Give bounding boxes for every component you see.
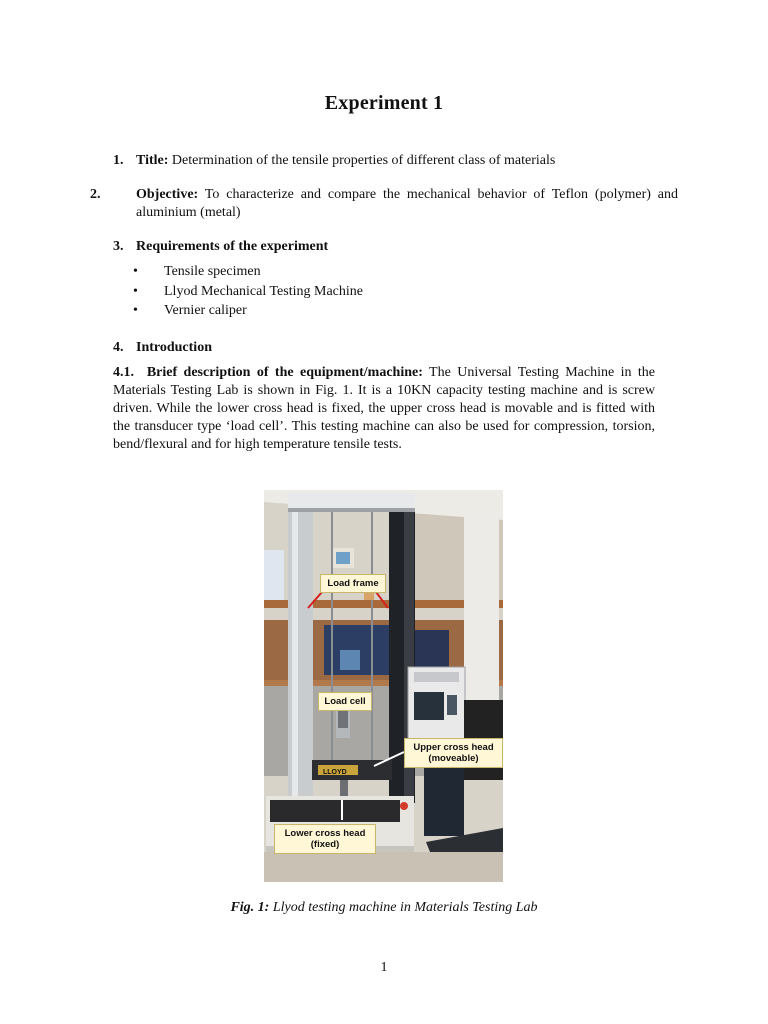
section-label: Title: bbox=[136, 153, 169, 168]
callout-upper-cross-head bbox=[404, 738, 503, 768]
section-label: Requirements of the experiment bbox=[136, 239, 329, 254]
list-item-text: Vernier caliper bbox=[164, 303, 247, 318]
list-item-text: Llyod Mechanical Testing Machine bbox=[164, 283, 363, 299]
list-item bbox=[113, 301, 363, 321]
callout-text: Load cell bbox=[324, 696, 366, 707]
figure-photo bbox=[264, 490, 503, 882]
section-number: 1. bbox=[113, 153, 124, 168]
section-objective bbox=[90, 186, 678, 222]
bullet: • bbox=[133, 283, 138, 299]
section-label: Introduction bbox=[136, 340, 212, 355]
section-introduction-heading bbox=[113, 339, 655, 357]
callout-load-frame bbox=[320, 574, 386, 593]
bullet: • bbox=[133, 303, 138, 318]
page-title: Experiment 1 bbox=[324, 92, 444, 114]
section-requirements-heading bbox=[113, 238, 655, 256]
callout-text: (moveable) bbox=[428, 753, 479, 764]
callout-text: Upper cross head bbox=[413, 742, 494, 753]
requirements-list bbox=[113, 262, 363, 321]
callout-text: (fixed) bbox=[310, 839, 340, 850]
section-number: 2. bbox=[90, 187, 101, 202]
callout-text: Load frame bbox=[327, 578, 379, 589]
section-text: Determination of the tensile properties of different class of materials bbox=[171, 153, 556, 168]
list-item bbox=[113, 262, 363, 282]
section-text: To characterize and compare the mechanical behavior of Teflon (polymer) and aluminium (metal) bbox=[136, 187, 678, 220]
section-number: 4.1. bbox=[113, 365, 134, 380]
brand-plate-text: LLOYD bbox=[323, 769, 347, 776]
callout-lower-cross-head bbox=[274, 824, 376, 854]
section-number: 3. bbox=[113, 239, 124, 254]
section-title bbox=[113, 152, 655, 170]
caption-label: Fig. 1: bbox=[230, 900, 270, 915]
callout-text: Lower cross head bbox=[284, 828, 366, 839]
list-item bbox=[113, 282, 363, 302]
caption-text: Llyod testing machine in Materials Testing Lab bbox=[272, 900, 538, 915]
section-label: Objective: bbox=[136, 187, 199, 202]
callout-load-cell bbox=[318, 692, 372, 711]
section-text: The Universal Testing Machine in the Materials Testing Lab is shown in Fig. 1. It is a 10KN capacity testing machine and is screw driven. While the lower cross head is fixed, the upper cross head is movable and is fitted with the transducer type ‘load cell’. This testing machine can also be used for compression, torsion, bend/flexural and for high temperature tensile tests. bbox=[113, 365, 656, 452]
bullet: • bbox=[133, 264, 138, 279]
list-item-text: Tensile specimen bbox=[164, 264, 261, 279]
section-equipment-description bbox=[113, 364, 655, 454]
section-label: Brief description of the equipment/machine: bbox=[146, 365, 423, 380]
page-number: 1 bbox=[380, 960, 388, 975]
section-number: 4. bbox=[113, 340, 124, 355]
figure-caption bbox=[0, 900, 768, 916]
